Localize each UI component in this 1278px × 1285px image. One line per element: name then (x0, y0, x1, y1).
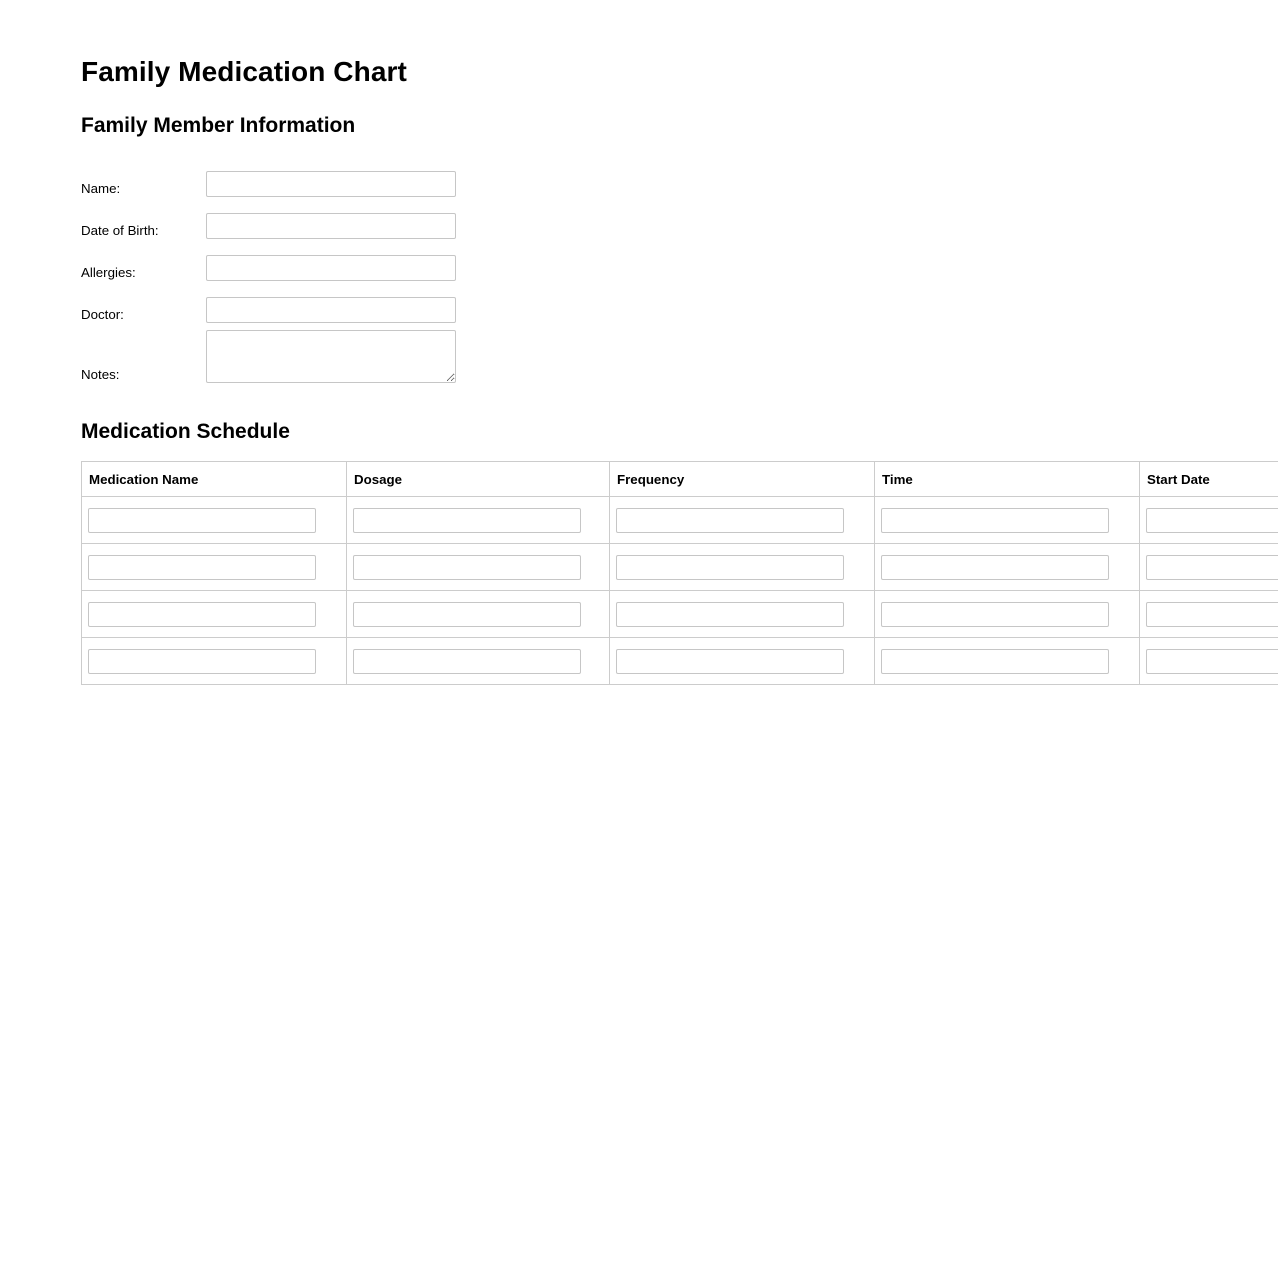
medication-name-input[interactable] (88, 508, 316, 533)
cell-time (875, 638, 1140, 685)
name-input[interactable] (206, 171, 456, 197)
form-row-doctor (81, 281, 456, 323)
cell-frequency (610, 591, 875, 638)
cell-dosage (347, 591, 610, 638)
doctor-field-cell (206, 281, 456, 323)
form-row-name (81, 155, 456, 197)
dosage-input[interactable] (353, 555, 581, 580)
table-row (82, 591, 1278, 638)
date-of-birth-label: Date of Birth: (81, 223, 159, 239)
frequency-input[interactable] (616, 602, 844, 627)
start-date-input[interactable] (1146, 555, 1278, 580)
doctor-input[interactable] (206, 297, 456, 323)
cell-dosage (347, 638, 610, 685)
cell-start-date (1140, 638, 1278, 685)
cell-medication-name (82, 638, 347, 685)
family-member-information-form (81, 155, 456, 383)
dosage-input[interactable] (353, 602, 581, 627)
name-field-cell (206, 155, 456, 197)
allergies-input[interactable] (206, 255, 456, 281)
page-title: Family Medication Chart (81, 56, 407, 87)
table-row (82, 638, 1278, 685)
notes-label: Notes: (81, 367, 120, 383)
cell-frequency (610, 638, 875, 685)
time-input[interactable] (881, 602, 1109, 627)
frequency-input[interactable] (616, 555, 844, 580)
frequency-input[interactable] (616, 508, 844, 533)
notes-textarea[interactable] (206, 330, 456, 383)
form-row-notes (81, 323, 456, 383)
notes-field-cell (206, 323, 456, 383)
table-header-row (82, 462, 1278, 497)
column-header-dosage: Dosage (347, 462, 610, 497)
cell-frequency (610, 497, 875, 544)
cell-medication-name (82, 591, 347, 638)
column-header-frequency: Frequency (610, 462, 875, 497)
table-row (82, 497, 1278, 544)
start-date-input[interactable] (1146, 508, 1278, 533)
cell-time (875, 591, 1140, 638)
column-header-start-date: Start Date (1140, 462, 1278, 497)
medication-name-input[interactable] (88, 555, 316, 580)
form-row-date-of-birth (81, 197, 456, 239)
cell-dosage (347, 544, 610, 591)
allergies-field-cell (206, 239, 456, 281)
cell-dosage (347, 497, 610, 544)
medication-name-input[interactable] (88, 602, 316, 627)
date-of-birth-field-cell (206, 197, 456, 239)
time-input[interactable] (881, 508, 1109, 533)
cell-time (875, 497, 1140, 544)
medication-schedule-table-wrapper (81, 461, 1278, 685)
column-header-medication-name: Medication Name (82, 462, 347, 497)
cell-medication-name (82, 544, 347, 591)
doctor-label: Doctor: (81, 307, 124, 323)
start-date-input[interactable] (1146, 649, 1278, 674)
cell-medication-name (82, 497, 347, 544)
form-row-allergies (81, 239, 456, 281)
medication-schedule-table (81, 461, 1278, 685)
start-date-input[interactable] (1146, 602, 1278, 627)
time-input[interactable] (881, 555, 1109, 580)
frequency-input[interactable] (616, 649, 844, 674)
medication-schedule-heading: Medication Schedule (81, 420, 290, 444)
dosage-input[interactable] (353, 508, 581, 533)
column-header-time: Time (875, 462, 1140, 497)
name-label: Name: (81, 181, 121, 197)
table-row (82, 544, 1278, 591)
cell-frequency (610, 544, 875, 591)
cell-start-date (1140, 544, 1278, 591)
medication-name-input[interactable] (88, 649, 316, 674)
cell-time (875, 544, 1140, 591)
cell-start-date (1140, 591, 1278, 638)
cell-start-date (1140, 497, 1278, 544)
allergies-label: Allergies: (81, 265, 136, 281)
time-input[interactable] (881, 649, 1109, 674)
family-member-information-heading: Family Member Information (81, 114, 356, 138)
date-of-birth-input[interactable] (206, 213, 456, 239)
dosage-input[interactable] (353, 649, 581, 674)
